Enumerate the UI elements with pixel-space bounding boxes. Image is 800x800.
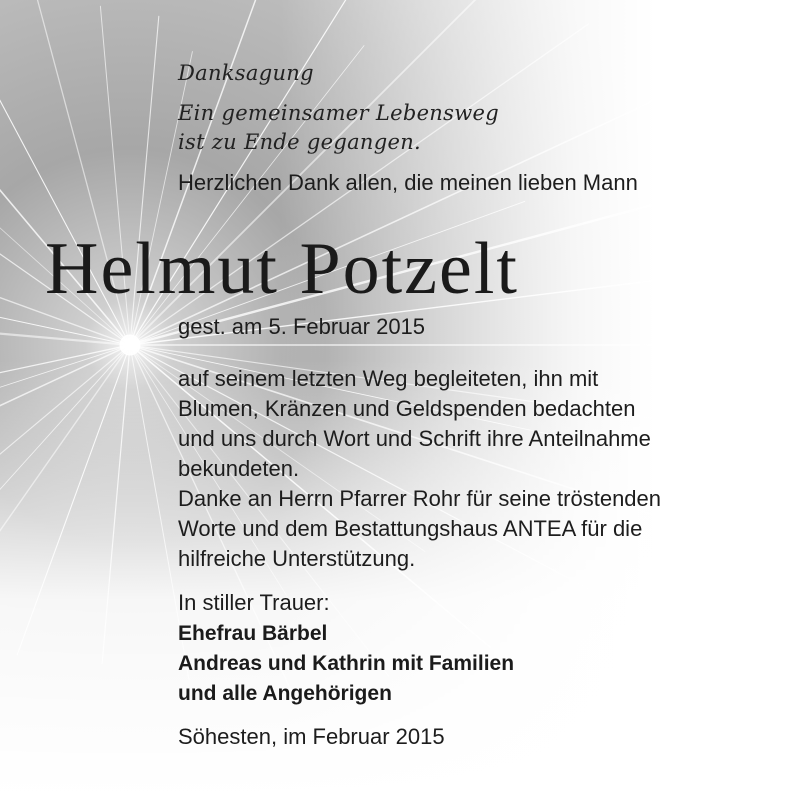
- heading: Danksagung: [178, 61, 314, 85]
- body-line: bekundeten.: [178, 456, 300, 481]
- mourner-line: und alle Angehörigen: [178, 682, 392, 705]
- mourner-line: Ehefrau Bärbel: [178, 622, 328, 645]
- thanks-intro: Herzlichen Dank allen, die meinen lieben Mann: [178, 170, 638, 195]
- verse-line: Ein gemeinsamer Lebensweg: [178, 101, 499, 125]
- body-line: hilfreiche Unterstützung.: [178, 546, 416, 571]
- mourner-line: Andreas und Kathrin mit Familien: [178, 652, 515, 675]
- body-line: Blumen, Kränzen und Geldspenden bedachten: [178, 396, 636, 421]
- body-line: und uns durch Wort und Schrift ihre Anteilnahme: [178, 426, 651, 451]
- body-line: Danke an Herrn Pfarrer Rohr für seine tröstenden: [178, 486, 662, 511]
- deceased-name: Helmut Potzelt: [45, 228, 519, 310]
- mourning-label: In stiller Trauer:: [178, 590, 330, 615]
- body-line: auf seinem letzten Weg begleiteten, ihn mit: [178, 366, 599, 391]
- verse-line: ist zu Ende gegangen.: [178, 130, 422, 154]
- place-date: Söhesten, im Februar 2015: [178, 724, 445, 749]
- death-date: gest. am 5. Februar 2015: [178, 314, 426, 339]
- body-line: Worte und dem Bestattungshaus ANTEA für die: [178, 516, 643, 541]
